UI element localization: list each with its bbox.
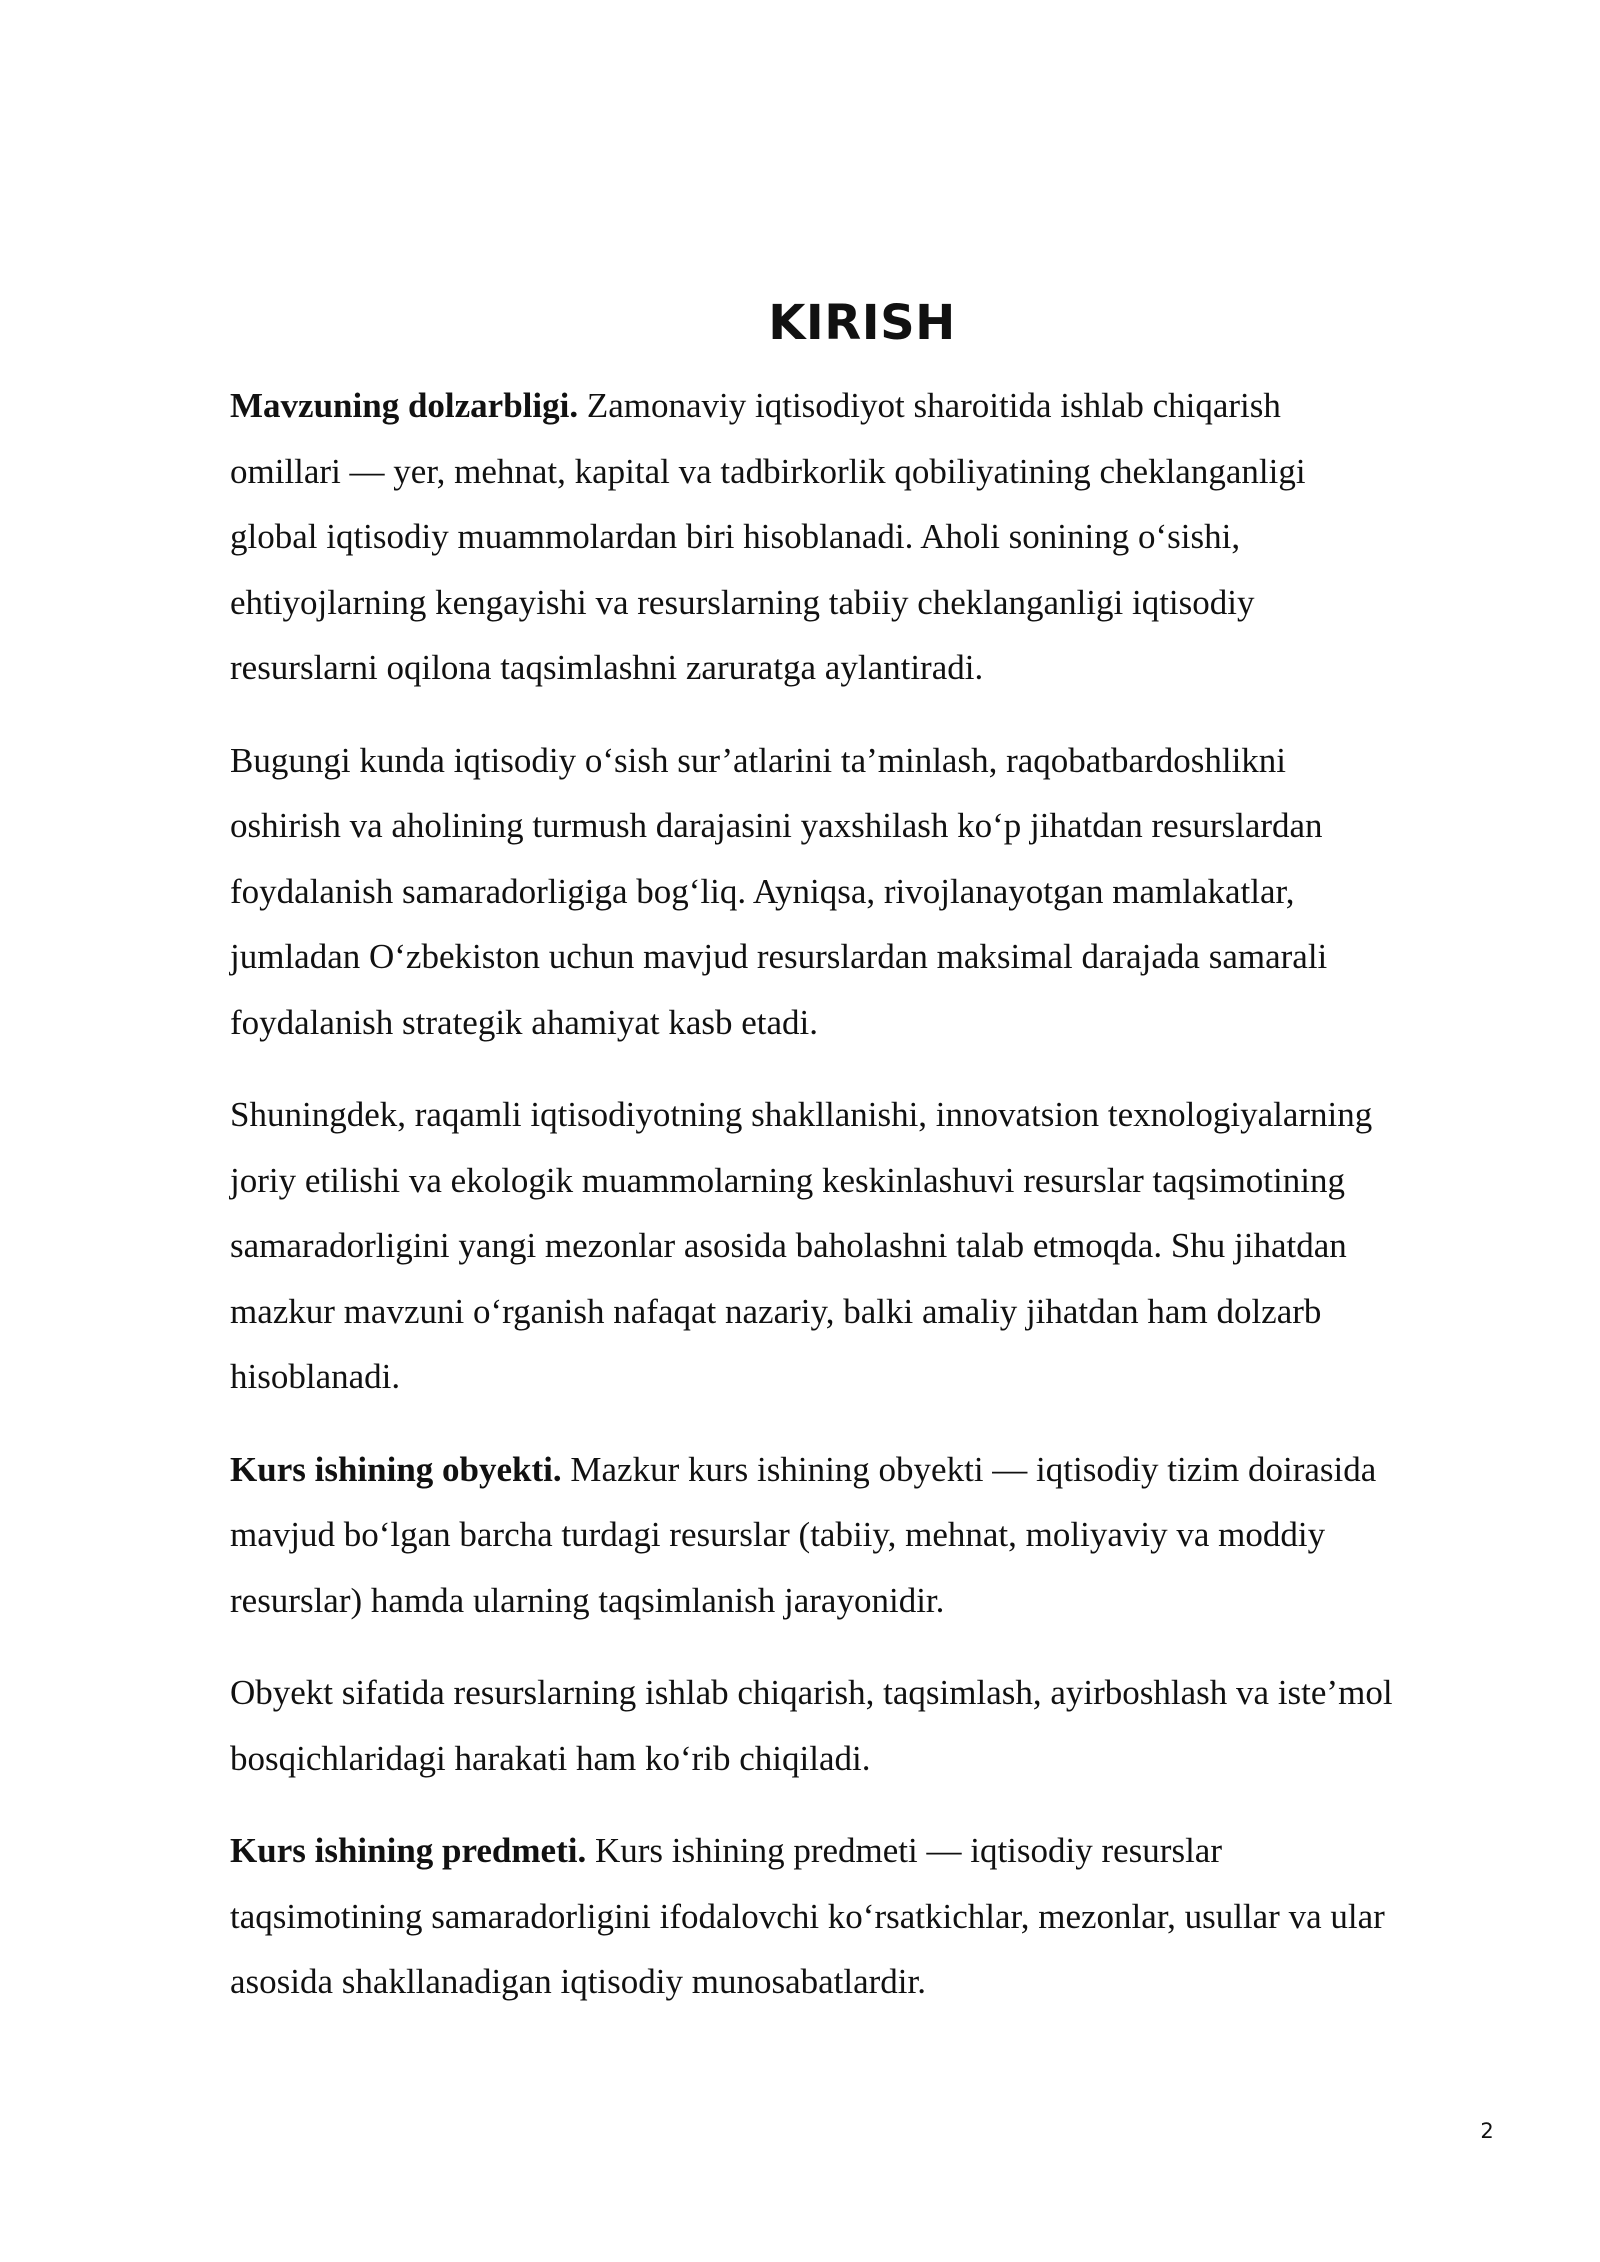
text-line: resurslar) hamda ularning taqsimlanish jarayonidir.	[230, 1580, 945, 1620]
text-line: asosida shakllanadigan iqtisodiy munosabatlardir.	[230, 1962, 926, 2001]
text-line	[230, 1437, 1530, 1503]
text-line: omillari — yer, mehnat, kapital va tadbirkorlik qobiliyatining cheklanganligi	[230, 451, 1306, 491]
text-line: ehtiyojlarning kengayishi va resurslarning tabiiy cheklanganligi iqtisodiy	[230, 582, 1255, 622]
text-line: Shuningdek, raqamli iqtisodiyotning shakllanishi, innovatsion texnologiyalarning	[230, 1095, 1373, 1134]
text-line: joriy etilishi va ekologik muammolarning keskinlashuvi resurslar taqsimotining	[230, 1160, 1345, 1200]
paragraph-subject	[230, 1818, 1530, 2015]
paragraph-relevance	[230, 373, 1530, 701]
paragraph	[230, 1082, 1530, 1410]
text-line: foydalanish samaradorligiga bog‘liq. Ayniqsa, rivojlanayotgan mamlakatlar,	[230, 871, 1295, 911]
text-line: taqsimotining samaradorligini ifodalovchi ko‘rsatkichlar, mezonlar, usullar va ular	[230, 1896, 1385, 1936]
paragraph-label: Kurs ishining predmeti.	[230, 1831, 587, 1870]
text-line: resurslarni oqilona taqsimlashni zaruratga aylantiradi.	[230, 648, 984, 687]
paragraph	[230, 728, 1530, 1056]
text-line: foydalanish strategik ahamiyat kasb etadi.	[230, 1002, 819, 1042]
text-line: Obyekt sifatida resurslarning ishlab chiqarish, taqsimlash, ayirboshlash va iste’mol	[230, 1673, 1393, 1712]
text-line: mavjud bo‘lgan barcha turdagi resurslar (tabiiy, mehnat, moliyaviy va moddiy	[230, 1515, 1326, 1554]
text-line: oshirish va aholining turmush darajasini yaxshilash ko‘p jihatdan resurslardan	[230, 806, 1323, 845]
paragraph-object	[230, 1437, 1530, 1634]
text-line-content: Kurs ishining predmeti — iqtisodiy resurslar	[594, 1831, 1222, 1870]
text-line: global iqtisodiy muammolardan biri hisoblanadi. Aholi sonining o‘sishi,	[230, 517, 1241, 556]
text-line	[230, 373, 1530, 439]
body-text	[230, 373, 1530, 2015]
page-number: 2	[1480, 2119, 1494, 2143]
text-line: Bugungi kunda iqtisodiy o‘sish sur’atlarini ta’minlash, raqobatbardoshlikni	[230, 740, 1287, 780]
text-line: hisoblanadi.	[230, 1357, 401, 1396]
text-line	[230, 1818, 1530, 1884]
page-title: KIRISH	[768, 295, 956, 351]
text-line-content: Zamonaviy iqtisodiyot sharoitida ishlab chiqarish	[586, 386, 1281, 425]
text-line-content: Mazkur kurs ishining obyekti — iqtisodiy tizim doirasida	[570, 1449, 1377, 1489]
text-line: mazkur mavzuni o‘rganish nafaqat nazariy, balki amaliy jihatdan ham dolzarb	[230, 1291, 1322, 1331]
paragraph	[230, 1660, 1530, 1791]
text-line: jumladan O‘zbekiston uchun mavjud resurslardan maksimal darajada samarali	[230, 937, 1328, 976]
paragraph-label: Mavzuning dolzarbligi.	[230, 386, 579, 425]
paragraph-label: Kurs ishining obyekti.	[230, 1449, 562, 1489]
text-line: bosqichlaridagi harakati ham ko‘rib chiqiladi.	[230, 1738, 871, 1778]
text-line: samaradorligini yangi mezonlar asosida baholashni talab etmoqda. Shu jihatdan	[230, 1226, 1347, 1265]
